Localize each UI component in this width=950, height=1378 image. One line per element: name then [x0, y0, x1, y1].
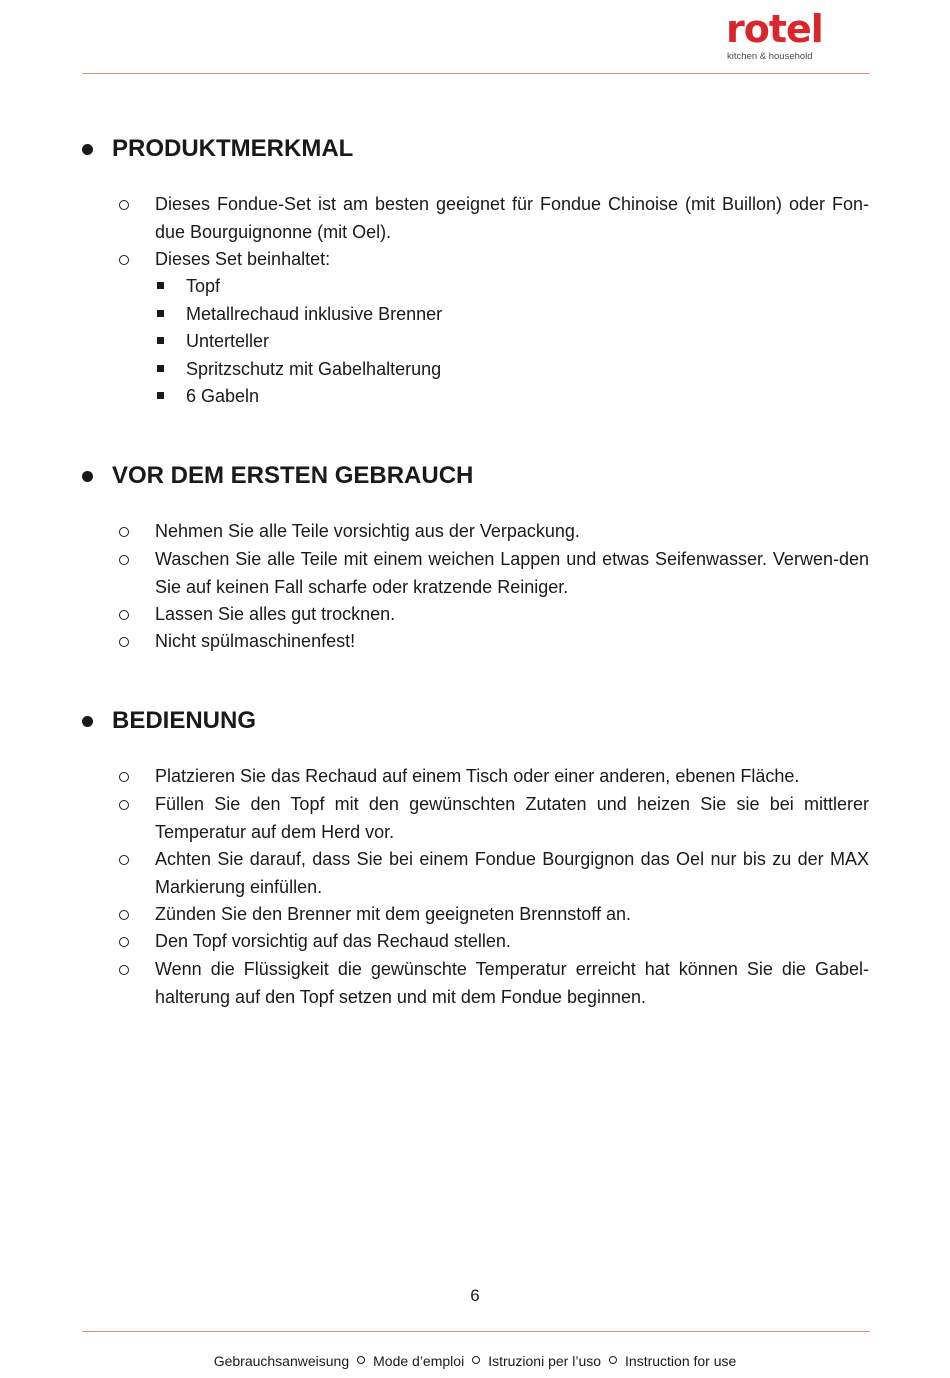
sub-list-item: Spritzschutz mit Gabelhalterung: [186, 359, 442, 379]
section-bullet-icon: [82, 716, 93, 727]
circle-bullet-icon: [119, 772, 129, 782]
sub-list-item: 6 Gabeln: [186, 386, 260, 406]
list-item: Waschen Sie alle Teile mit einem weichen Lappen und etwas Seifenwasser. Verwen-den Sie auf keinen Fall scharfe oder kratzende Reiniger.: [155, 549, 869, 597]
circle-separator-icon: [609, 1356, 617, 1364]
circle-separator-icon: [357, 1356, 365, 1364]
brand-logo: [722, 7, 862, 64]
section-title-vor-dem-ersten-gebrauch: VOR DEM ERSTEN GEBRAUCH: [112, 462, 474, 489]
circle-separator-icon: [472, 1356, 480, 1364]
footer-link-it: Istruzioni per l’uso: [488, 1353, 602, 1369]
list-item: Nehmen Sie alle Teile vorsichtig aus der Verpackung.: [155, 521, 580, 541]
circle-bullet-icon: [119, 910, 129, 920]
square-bullet-icon: [157, 365, 164, 372]
footer-link-de: Gebrauchsanweisung: [213, 1353, 350, 1369]
circle-bullet-icon: [119, 637, 129, 647]
list-item: Nicht spülmaschinenfest!: [155, 631, 356, 651]
square-bullet-icon: [157, 337, 164, 344]
footer-divider: [82, 1331, 870, 1332]
section-bullet-icon: [82, 144, 93, 155]
list-item: Dieses Set beinhaltet:: [155, 249, 331, 269]
list-item: Füllen Sie den Topf mit den gewünschten Zutaten und heizen Sie sie bei mittlerer Temperatur auf dem Herd vor.: [155, 794, 869, 842]
circle-bullet-icon: [119, 255, 129, 265]
sub-list-item: Metallrechaud inklusive Brenner: [186, 304, 443, 324]
circle-bullet-icon: [119, 965, 129, 975]
list-item: Den Topf vorsichtig auf das Rechaud stellen.: [155, 931, 511, 951]
circle-bullet-icon: [119, 937, 129, 947]
circle-bullet-icon: [119, 555, 129, 565]
footer-link-fr: Mode d’emploi: [373, 1353, 465, 1369]
circle-bullet-icon: [119, 800, 129, 810]
circle-bullet-icon: [119, 527, 129, 537]
list-item: Lassen Sie alles gut trocknen.: [155, 604, 396, 624]
brand-name: rotel: [726, 7, 823, 51]
square-bullet-icon: [157, 392, 164, 399]
square-bullet-icon: [157, 282, 164, 289]
footer-language-list: [0, 1353, 950, 1369]
footer-link-en: Instruction for use: [625, 1353, 737, 1369]
circle-bullet-icon: [119, 855, 129, 865]
list-item: Dieses Fondue-Set ist am besten geeignet für Fondue Chinoise (mit Buillon) oder Fon-due Bourguignonne (mit Oel).: [155, 194, 869, 242]
list-item: Zünden Sie den Brenner mit dem geeigneten Brennstoff an.: [155, 904, 631, 924]
brand-tagline: kitchen & household: [727, 51, 813, 62]
section-bullet-icon: [82, 471, 93, 482]
circle-bullet-icon: [119, 200, 129, 210]
list-item: Platzieren Sie das Rechaud auf einem Tisch oder einer anderen, ebenen Fläche.: [155, 766, 800, 786]
section-title-produktmerkmal: PRODUKTMERKMAL: [112, 135, 354, 162]
section-title-bedienung: BEDIENUNG: [112, 707, 257, 734]
list-item: Wenn die Flüssigkeit die gewünschte Temperatur erreicht hat können Sie die Gabel-halterung auf den Topf setzen und mit dem Fondue beginnen.: [155, 959, 869, 1007]
header-divider: [82, 73, 870, 74]
square-bullet-icon: [157, 310, 164, 317]
circle-bullet-icon: [119, 610, 129, 620]
list-item: Achten Sie darauf, dass Sie bei einem Fondue Bourgignon das Oel nur bis zu der MAX Markierung einfüllen.: [155, 849, 869, 897]
sub-list-item: Unterteller: [186, 331, 270, 351]
sub-list-item: Topf: [186, 276, 221, 296]
page-number: 6: [470, 1286, 480, 1305]
